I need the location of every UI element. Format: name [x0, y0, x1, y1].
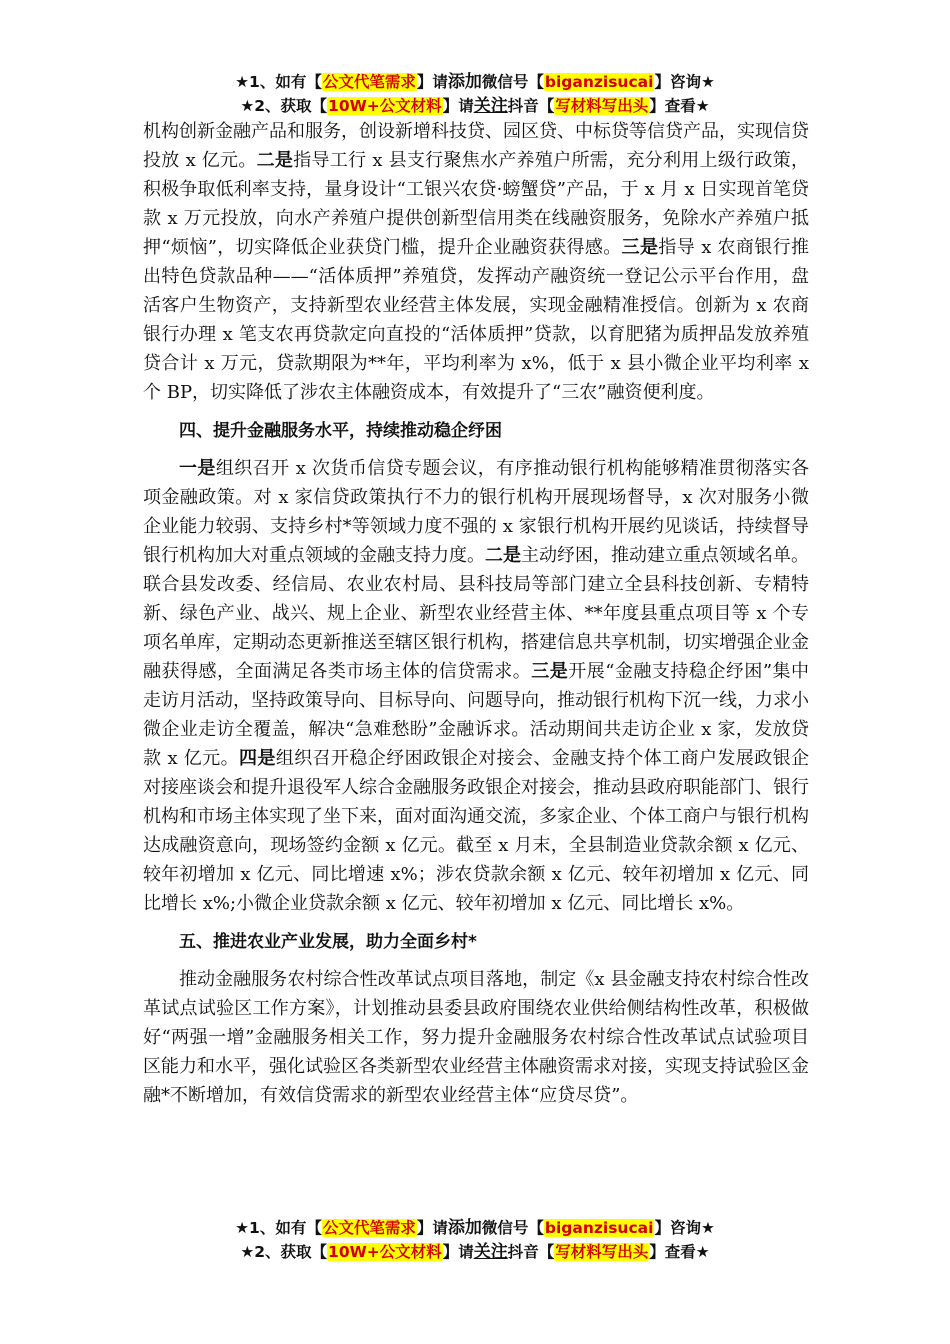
promo-emphasis: 添加	[447, 72, 482, 92]
promo-line-2	[120, 1240, 830, 1264]
keyword-bold: 二是	[256, 150, 294, 171]
sentence: 组织召开 x 次货币信贷专题会议，有序推动银行机构能够精准贯彻落实各项金融政策。对 x 家信贷政策执行不力的银行机构开展现场督导，x 次对服务小微企业能力较弱、支持乡村*等领域力度不强的 x 家银行机构开展约见谈话，持续督导银行机构加大对重点领域的金融支持力度。	[143, 458, 810, 566]
paragraph-section4	[143, 454, 809, 918]
promo-text: 】请	[416, 1219, 448, 1237]
promo-text: 微信号【	[481, 73, 544, 91]
promo-text: ★2、获取【	[240, 1243, 328, 1261]
keyword-bold: 一是	[179, 458, 216, 479]
sentence: 指导工行 x 县支行聚焦水产养殖户所需，充分利用上级行政策，积极争取低利率支持，量身设计“工银兴农贷·螃蟹贷”产品，于 x 月 x 日实现首笔贷款 x 万元投放，向水产养殖户提供创新型信用类在线融资服务，免除水产养殖户抵押“烦恼”，切实降低企业获贷门槛，提升企业融资获得感。	[143, 150, 809, 258]
promo-banner-bottom	[120, 1216, 830, 1264]
promo-highlight: 10W+公文材料	[328, 1243, 442, 1261]
keyword-bold: 三是	[531, 661, 569, 682]
keyword-bold: 三是	[621, 237, 659, 258]
promo-text: ★1、如有【	[235, 1219, 322, 1237]
promo-banner-top	[120, 70, 830, 118]
promo-text: 】咨询★	[654, 1219, 715, 1237]
sentence: 开展“金融支持稳企纾困”集中走访月活动，坚持政策导向、目标导向、问题导向，推动银行机构下沉一线，力求小微企业走访全覆盖，解决“急难愁盼”金融诉求。活动期间共走访企业 x 家，发放贷款 x 亿元。	[143, 661, 810, 769]
paragraph-section5: 推动金融服务农村综合性改革试点项目落地，制定《x 县金融支持农村综合性改革试点试验区工作方案》，计划推动县委县政府围绕农业供给侧结构性改革，积极做好“两强一增”金融服务相关工作，努力提升金融服务农村综合性改革试点试验项目区能力和水平，强化试验区各类新型农业经营主体融资需求对接，实现支持试验区金融*不断增加，有效信贷需求的新型农业经营主体“应贷尽贷”。	[143, 969, 809, 1106]
promo-text: ★2、获取【	[240, 97, 328, 115]
promo-text: 】查看★	[649, 1243, 710, 1261]
promo-text: 抖音【	[507, 97, 555, 115]
keyword-bold: 二是	[485, 545, 521, 566]
promo-emphasis: 关注	[473, 1242, 508, 1262]
promo-text: 微信号【	[481, 1219, 544, 1237]
section-heading-5: 五、推进农业产业发展，助力全面乡村*	[179, 932, 477, 952]
promo-text: 】咨询★	[654, 73, 715, 91]
promo-text: 】请	[416, 73, 448, 91]
promo-wechat-id: biganzisucai	[544, 73, 654, 91]
document-body	[143, 117, 809, 1110]
promo-line-1	[120, 1216, 830, 1240]
promo-highlight: 10W+公文材料	[328, 97, 442, 115]
sentence: 机构创新金融产品和服务，创设新增科技贷、园区贷、中标贷等信贷产品，实现信贷投放 x 亿元。	[143, 121, 809, 171]
promo-text: 】请	[442, 97, 474, 115]
sentence: 组织召开稳企纾困政银企对接会、金融支持个体工商户发展政银企对接座谈会和提升退役军人综合金融服务政银企对接会，推动县政府职能部门、银行机构和市场主体实现了坐下来，面对面沟通交流，多家企业、个体工商户与银行机构达成融资意向，现场签约金额 x 亿元。截至 x 月末，全县制造业贷款余额 x 亿元、较年初增加 x 亿元、同比增速 x%；涉农贷款余额 x 亿元、较年初增加 x 亿元、同比增长 x%;小微企业贷款余额 x 亿元、较年初增加 x 亿元、同比增长 x%。	[143, 748, 810, 914]
sentence: 主动纾困，推动建立重点领域名单。联合县发改委、经信局、农业农村局、县科技局等部门建立全县科技创新、专精特新、绿色产业、战兴、规上企业、新型农业经营主体、**年度县重点项目等 x 个专项名单库，定期动态更新推送至辖区银行机构，搭建信息共享机制，切实增强企业金融获得感，全面满足各类市场主体的信贷需求。	[143, 545, 809, 682]
promo-line-1	[120, 70, 830, 94]
promo-highlight: 公文代笔需求	[322, 73, 416, 91]
promo-text: 抖音【	[507, 1243, 555, 1261]
section-heading-4: 四、提升金融服务水平，持续推动稳企纾困	[179, 421, 502, 441]
promo-line-2	[120, 94, 830, 118]
sentence: 指导 x 农商银行推出特色贷款品种——“活体质押”养殖贷，发挥动产融资统一登记公示平台作用，盘活客户生物资产，支持新型农业经营主体发展，实现金融精准授信。创新为 x 农商银行办理 x 笔支农再贷款定向直投的“活体质押”贷款，以育肥猪为质押品发放养殖贷合计 x 万元，贷款期限为**年，平均利率为 x%，低于 x 县小微企业平均利率 x 个 BP，切实降低了涉农主体融资成本，有效提升了“三农”融资便利度。	[143, 237, 809, 403]
promo-wechat-id: biganzisucai	[544, 1219, 654, 1237]
keyword-bold: 四是	[239, 748, 276, 769]
promo-douyin-id: 写材料写出头	[555, 1243, 649, 1261]
promo-text: ★1、如有【	[235, 73, 322, 91]
promo-douyin-id: 写材料写出头	[555, 97, 649, 115]
promo-text: 】查看★	[649, 97, 710, 115]
promo-highlight: 公文代笔需求	[322, 1219, 416, 1237]
paragraph-section3-tail	[143, 117, 809, 407]
promo-text: 】请	[442, 1243, 474, 1261]
promo-emphasis: 添加	[447, 1218, 482, 1238]
promo-emphasis: 关注	[473, 96, 508, 116]
